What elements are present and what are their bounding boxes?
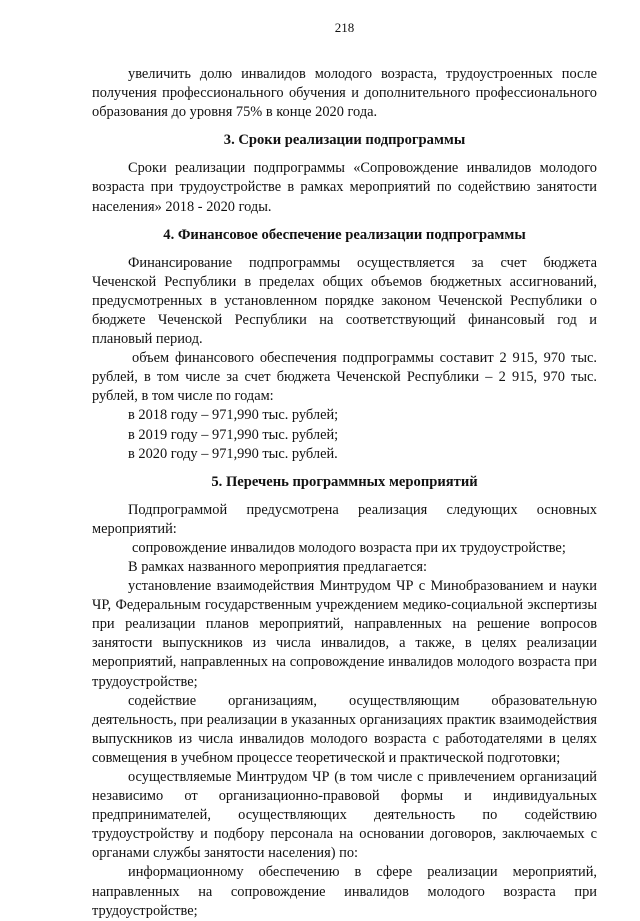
funding-year-2020: в 2020 году – 971,990 тыс. рублей. [128, 445, 338, 462]
funding-year-2019: в 2019 году – 971,990 тыс. рублей; [128, 426, 339, 443]
section-3-heading: 3. Сроки реализации подпрограммы [223, 132, 466, 149]
section-5-heading: 5. Перечень программных мероприятий [211, 473, 478, 490]
section-5-paragraph-proposal: В рамках названного мероприятия предлагается: [128, 558, 427, 575]
section-5-paragraph-interaction: установление взаимодействия Минтрудом ЧР с Минобразованием и науки ЧР, Федеральным государственным учреждением медико-социальной экспертизы при реализации планов мероприятий, направленных на решение вопросов занятости выпускников из числа инвалидов, а также, в целях реализации мероприятий, направленных на сопровождение инвалидов молодого возраста при трудоустройстве; [92, 578, 597, 690]
page-number: 218 [334, 20, 355, 35]
section-4-paragraph-volume: объем финансового обеспечения подпрограммы составит 2 915, 970 тыс. рублей, в том числе за счет бюджета Чеченской Республики – 2 915, 970 тыс. рублей, в том числе по годам: [92, 350, 597, 405]
funding-year-2018: в 2018 году – 971,990 тыс. рублей; [128, 407, 339, 424]
section-4-heading: 4. Финансовое обеспечение реализации подпрограммы [163, 226, 526, 243]
section-5-paragraph-mintrud: осуществляемые Минтрудом ЧР (в том числе с привлечением организаций независимо от организационно-правовой формы и индивидуальных предпринимателей, осуществляющих деятельность по содействию трудоустройству и подбору персонала на основании договоров, заключаемых с органами службы занятости населения) по: [92, 769, 597, 862]
section-5-paragraph-support: сопровождение инвалидов молодого возраста при их трудоустройстве; [132, 539, 566, 556]
section-4-paragraph-financing: Финансирование подпрограммы осуществляется за счет бюджета Чеченской Республики в пределах общих объемов бюджетных ассигнований, предусмотренных в установленном порядке законом Чеченской Республики о бюджете Чеченской Республики на соответствующий финансовый год и плановый период. [92, 254, 597, 348]
section-3-paragraph: Сроки реализации подпрограммы «Сопровождение инвалидов молодого возраста при трудоустройстве в рамках мероприятий по содействию занятости населения» 2018 - 2020 годы. [92, 160, 597, 215]
section-5-paragraph-assistance: содействие организациям, осуществляющим образовательную деятельность, при реализации в указанных организациях практик взаимодействия выпускников из числа инвалидов молодого возраста с работодателями в целях совмещения в учебном процессе теоретической и практической подготовки; [92, 692, 597, 766]
intro-paragraph: увеличить долю инвалидов молодого возраста, трудоустроенных после получения профессионального обучения и дополнительного профессионального образования до уровня 75% в конце 2020 года. [92, 66, 597, 121]
section-5-paragraph-intro: Подпрограммой предусмотрена реализация следующих основных мероприятий: [92, 501, 597, 537]
section-5-paragraph-information: информационному обеспечению в сфере реализации мероприятий, направленных на сопровождение инвалидов молодого возраста при трудоустройстве; [92, 864, 597, 919]
